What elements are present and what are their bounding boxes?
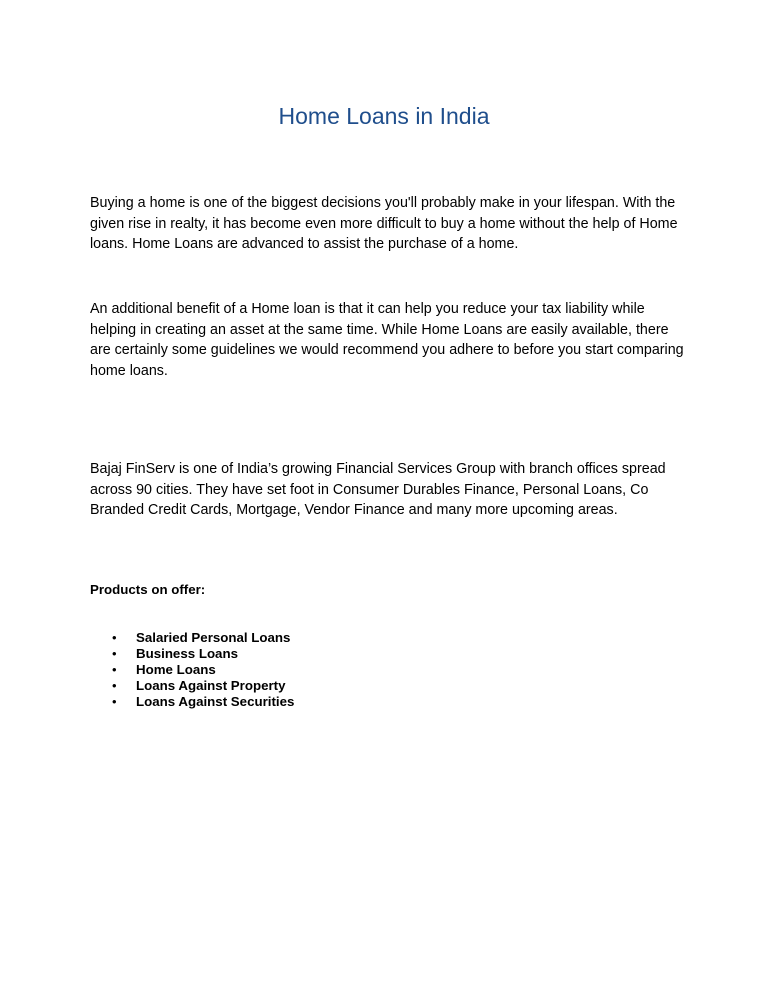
paragraph-bajaj-finserv: Bajaj FinServ is one of India’s growing Financial Services Group with branch offices spread across 90 cities. They have set foot in Consumer Durables Finance, Personal Loans, Co Branded Credit Cards, Mortgage, Vendor Finance and many more upcoming areas. (90, 461, 666, 518)
product-label: Loans Against Property (136, 678, 286, 693)
bullet-dot-icon: • (112, 694, 117, 709)
list-item (90, 630, 294, 646)
list-item (90, 678, 294, 694)
list-item (90, 662, 294, 678)
list-item (90, 694, 294, 710)
bullet-dot-icon: • (112, 678, 117, 693)
product-label: Salaried Personal Loans (136, 630, 291, 645)
bullet-dot-icon: • (112, 662, 117, 677)
bullet-dot-icon: • (112, 630, 117, 645)
paragraph-tax-benefit: An additional benefit of a Home loan is that it can help you reduce your tax liability while helping in creating an asset at the same time. While Home Loans are easily available, there are certainly some guidelines we would recommend you adhere to before you start comparing home loans. (90, 301, 684, 379)
product-label: Business Loans (136, 646, 238, 661)
list-item (90, 646, 294, 662)
bullet-dot-icon: • (112, 646, 117, 661)
page-title: Home Loans in India (278, 103, 490, 129)
products-heading: Products on offer: (90, 582, 206, 597)
product-label: Loans Against Securities (136, 694, 295, 709)
paragraph-intro: Buying a home is one of the biggest decisions you'll probably make in your lifespan. With the given rise in realty, it has become even more difficult to buy a home without the help of Home loans. Home Loans are advanced to assist the purchase of a home. (90, 195, 678, 252)
product-label: Home Loans (136, 662, 216, 677)
products-list (90, 630, 294, 710)
